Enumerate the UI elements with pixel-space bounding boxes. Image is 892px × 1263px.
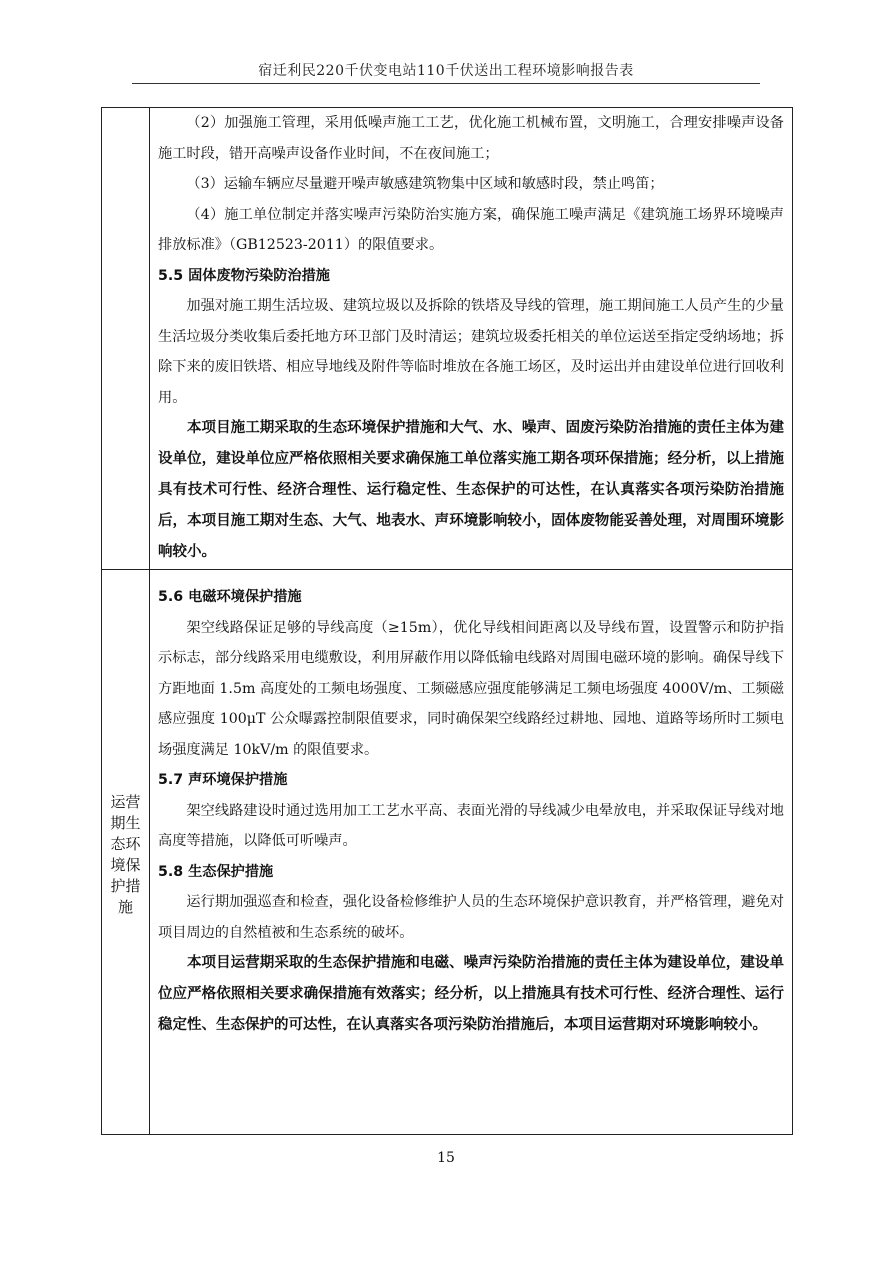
row-label-cell-empty bbox=[102, 108, 150, 569]
noise-measure-4: （4）施工单位制定并落实噪声污染防治实施方案，确保施工噪声满足《建筑施工场界环境噪声排放标准》（GB12523-2011）的限值要求。 bbox=[158, 206, 784, 253]
table-row-operation bbox=[102, 570, 792, 1134]
em-protection-heading: 5.6 电磁环境保护措施 bbox=[158, 589, 302, 605]
eco-protection-heading: 5.8 生态保护措施 bbox=[158, 863, 274, 880]
solid-waste-heading: 5.5 固体废物污染防治措施 bbox=[158, 267, 330, 284]
solid-waste-text: 加强对施工期生活垃圾、建筑垃圾以及拆除的铁塔及导线的管理，施工期间施工人员产生的少量生活垃圾分类收集后委托地方环卫部门及时清运；建筑垃圾委托相关的单位运送至指定受纳场地；拆除下来的废旧铁塔、相应导地线及附件等临时堆放在各施工场区，及时运出并由建设单位进行回收利用。 bbox=[158, 298, 784, 406]
em-protection-text: 架空线路保证足够的导线高度（≥15m），优化导线相间距离以及导线布置，设置警示和防护指示标志，部分线路采用电缆敷设，利用屏蔽作用以降低输电线路对周围电磁环境的影响。确保导线下方距地面 1.5m 高度处的工频电场强度、工频磁感应强度能够满足工频电场强度 4000V/m、工频磁感应强度 100μT 公众曝露控制限值要求，同时确保架空线路经过耕地、园地、道路等场所时工频电场强度满足 10kV/m 的限值要求。 bbox=[158, 619, 784, 758]
label-line: 境保 bbox=[110, 856, 141, 874]
label-line: 运营 bbox=[110, 793, 141, 811]
label-line: 期生 bbox=[110, 814, 141, 832]
label-line: 态环 bbox=[110, 835, 141, 853]
construction-content-cell bbox=[150, 108, 792, 569]
operation-conclusion: 本项目运营期采取的生态保护措施和电磁、噪声污染防治措施的责任主体为建设单位，建设单位应严格依照相关要求确保措施有效落实；经分析，以上措施具有技术可行性、经济合理性、运行稳定性、生态保护的可达性，在认真落实各项污染防治措施后，本项目运营期对环境影响较小。 bbox=[158, 955, 784, 1033]
noise-protection-text: 架空线路建设时通过选用加工工艺水平高、表面光滑的导线减少电晕放电，并采取保证导线对地高度等措施，以降低可听噪声。 bbox=[158, 802, 784, 849]
operation-period-label bbox=[102, 792, 149, 918]
label-line: 施 bbox=[117, 898, 133, 916]
noise-measure-2: （2）加强施工管理，采用低噪声施工工艺，优化施工机械布置，文明施工，合理安排噪声设备施工时段，错开高噪声设备作业时间，不在夜间施工； bbox=[158, 115, 784, 162]
construction-conclusion: 本项目施工期采取的生态环境保护措施和大气、水、噪声、固废污染防治措施的责任主体为建设单位，建设单位应严格依照相关要求确保施工单位落实施工期各项环保措施；经分析，以上措施具有技术可行性、经济合理性、运行稳定性、生态保护的可达性，在认真落实各项污染防治措施后，本项目施工期对生态、大气、地表水、声环境影响较小，固体废物能妥善处理，对周围环境影响较小。 bbox=[158, 420, 784, 560]
label-line: 护措 bbox=[110, 877, 141, 895]
noise-protection-heading: 5.7 声环境保护措施 bbox=[158, 772, 288, 788]
operation-content-cell bbox=[150, 570, 792, 1134]
page-header-title: 宿迁利民220千伏变电站110千伏送出工程环境影响报告表 bbox=[258, 63, 634, 79]
header-divider bbox=[132, 83, 760, 84]
table-row-construction bbox=[102, 108, 792, 570]
noise-measure-3: （3）运输车辆应尽量避开噪声敏感建筑物集中区域和敏感时段，禁止鸣笛； bbox=[186, 176, 664, 192]
page-number: 15 bbox=[437, 1150, 455, 1166]
measures-table bbox=[101, 107, 793, 1135]
row-label-cell-operation bbox=[102, 570, 150, 1134]
eco-protection-text: 运行期加强巡查和检查，强化设备检修维护人员的生态环境保护意识教育，并严格管理，避免对项目周边的自然植被和生态系统的破坏。 bbox=[158, 894, 784, 941]
